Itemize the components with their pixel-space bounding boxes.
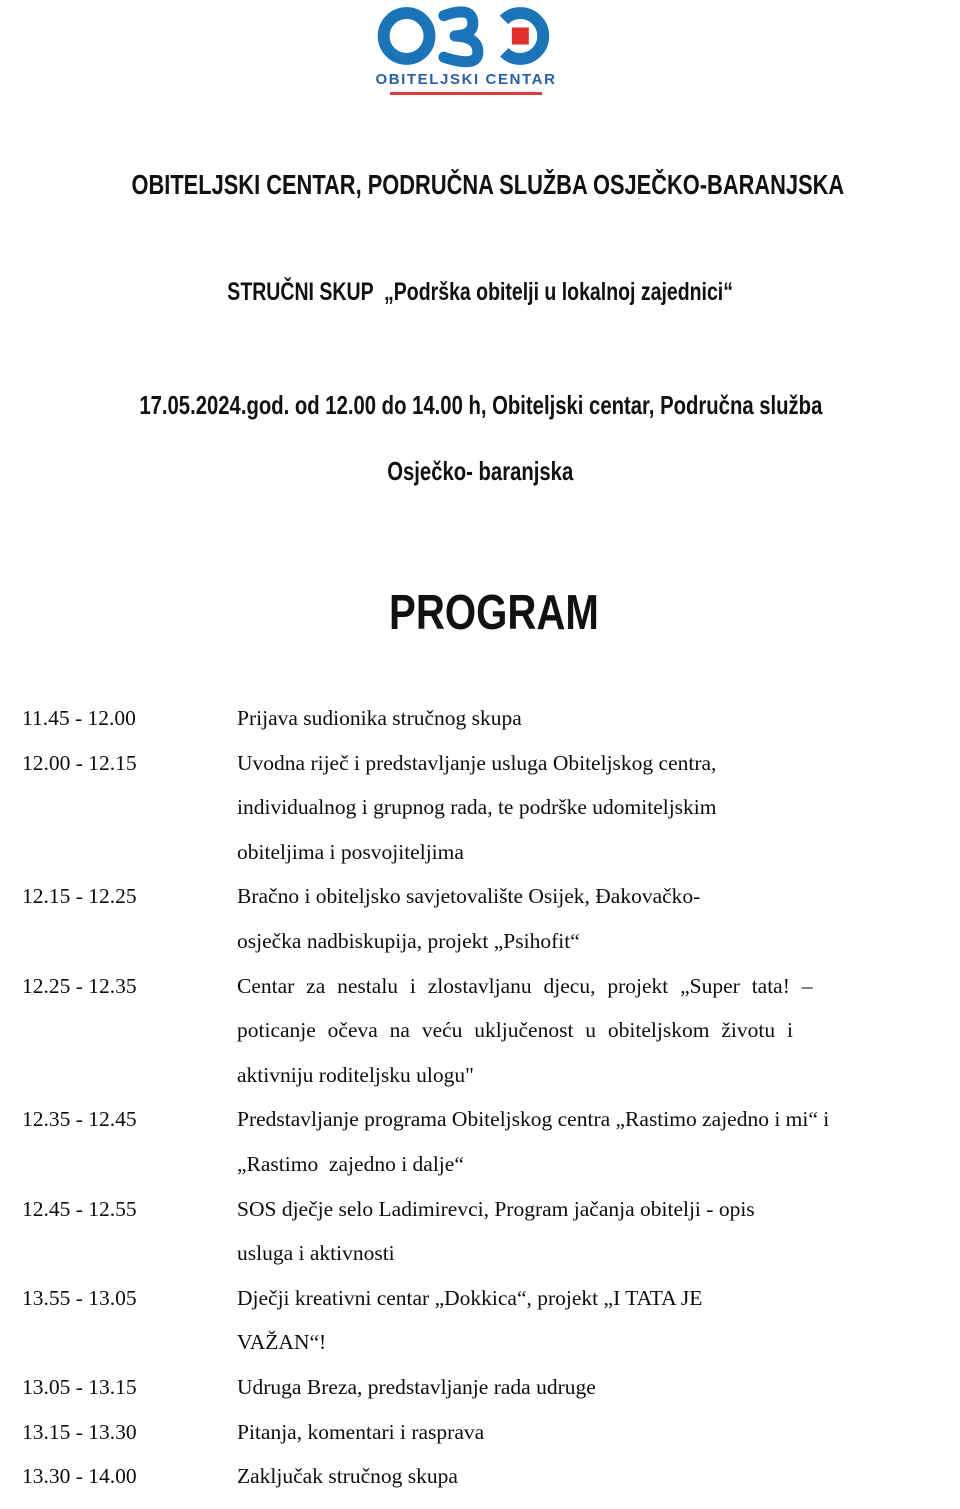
- schedule-row: [22, 1063, 932, 1108]
- schedule-text: Centar za nestalu i zlostavljanu djecu, projekt „Super tata! –: [237, 973, 813, 998]
- obc-logo: [0, 0, 932, 95]
- schedule-row: [22, 1375, 932, 1420]
- schedule-row: [22, 929, 932, 974]
- document-subtitle-text: STRUČNI SKUP „Podrška obitelji u lokalnoj zajednici“: [227, 278, 733, 306]
- program-heading: [28, 585, 960, 641]
- document-title: [0, 137, 932, 233]
- schedule-text: Predstavljanje programa Obiteljskog centra „Rastimo zajedno i mi“ i: [237, 1107, 830, 1132]
- schedule-text: Uvodna riječ i predstavljanje usluga Obiteljskog centra,: [237, 750, 717, 775]
- schedule-text: „Rastimo zajedno i dalje“: [237, 1151, 464, 1176]
- schedule-text: Udruga Breza, predstavljanje rada udruge: [237, 1374, 596, 1399]
- schedule-row: [22, 1152, 932, 1197]
- schedule-row: [22, 795, 932, 840]
- logo-letter-o: [384, 13, 430, 59]
- schedule-time: 13.30 - 14.00: [22, 1464, 137, 1489]
- schedule-text: usluga i aktivnosti: [237, 1241, 395, 1266]
- schedule-text: Prijava sudionika stručnog skupa: [237, 706, 522, 730]
- schedule-time: 13.55 - 13.05: [22, 1285, 137, 1310]
- schedule-row: [22, 1197, 932, 1242]
- schedule-row: [22, 1241, 932, 1286]
- schedule-row: [22, 840, 932, 885]
- event-datetime: [0, 356, 932, 521]
- schedule-row: [22, 1330, 932, 1375]
- schedule-time: 12.15 - 12.25: [22, 884, 137, 909]
- schedule-row: [22, 1286, 932, 1331]
- schedule-text: poticanje očeva na veću uključenost u obiteljskom životu i: [237, 1018, 793, 1043]
- schedule-row: [22, 751, 932, 796]
- schedule-time: 12.45 - 12.55: [22, 1196, 137, 1221]
- schedule-row: [22, 1420, 932, 1465]
- event-datetime-line2: Osječko- baranjska: [387, 456, 574, 486]
- schedule-text: VAŽAN“!: [237, 1330, 327, 1355]
- schedule-row: [22, 1107, 932, 1152]
- schedule-time: 12.35 - 12.45: [22, 1107, 137, 1132]
- schedule-time: 12.25 - 12.35: [22, 973, 137, 998]
- schedule-time: 13.05 - 13.15: [22, 1374, 137, 1399]
- logo-wordmark: OBITELJSKI CENTAR: [375, 71, 557, 88]
- schedule-text: Pitanja, komentari i rasprava: [237, 1419, 485, 1444]
- schedule-row: [22, 1464, 932, 1509]
- schedule-table: [0, 706, 932, 1509]
- schedule-text: osječka nadbiskupija, projekt „Psihofit“: [237, 928, 580, 953]
- logo-red-square: [512, 28, 529, 45]
- schedule-row: [22, 1018, 932, 1063]
- program-heading-text: PROGRAM: [389, 586, 599, 640]
- schedule-row: [22, 706, 932, 751]
- schedule-time: 13.15 - 13.30: [22, 1419, 137, 1444]
- document-title-text: OBITELJSKI CENTAR, PODRUČNA SLUŽBA OSJEČKO-BARANJSKA: [131, 169, 845, 200]
- schedule-text: aktivniju roditeljsku ulogu": [237, 1062, 474, 1087]
- schedule-text: obiteljima i posvojiteljima: [237, 839, 464, 864]
- schedule-text: individualnog i grupnog rada, te podrške udomiteljskim: [237, 795, 717, 820]
- schedule-text: Dječji kreativni centar „Dokkica“, projekt „I TATA JE: [237, 1285, 703, 1310]
- schedule-time: 12.00 - 12.15: [22, 750, 137, 775]
- schedule-text: SOS dječje selo Ladimirevci, Program jačanja obitelji - opis: [237, 1196, 755, 1221]
- schedule-row: [22, 974, 932, 1019]
- schedule-text: Zaključak stručnog skupa: [237, 1464, 458, 1489]
- schedule-row: [22, 884, 932, 929]
- event-datetime-line1: 17.05.2024.god. od 12.00 do 14.00 h, Obiteljski centar, Područna služba: [138, 390, 822, 420]
- logo-letter-b: [444, 12, 478, 62]
- obc-logo-icon: [376, 2, 556, 70]
- logo-underline: [390, 92, 542, 95]
- schedule-text: Bračno i obiteljsko savjetovalište Osijek, Đakovačko-: [237, 884, 701, 909]
- document-subtitle: [0, 249, 932, 336]
- schedule-time: 11.45 - 12.00: [22, 706, 136, 730]
